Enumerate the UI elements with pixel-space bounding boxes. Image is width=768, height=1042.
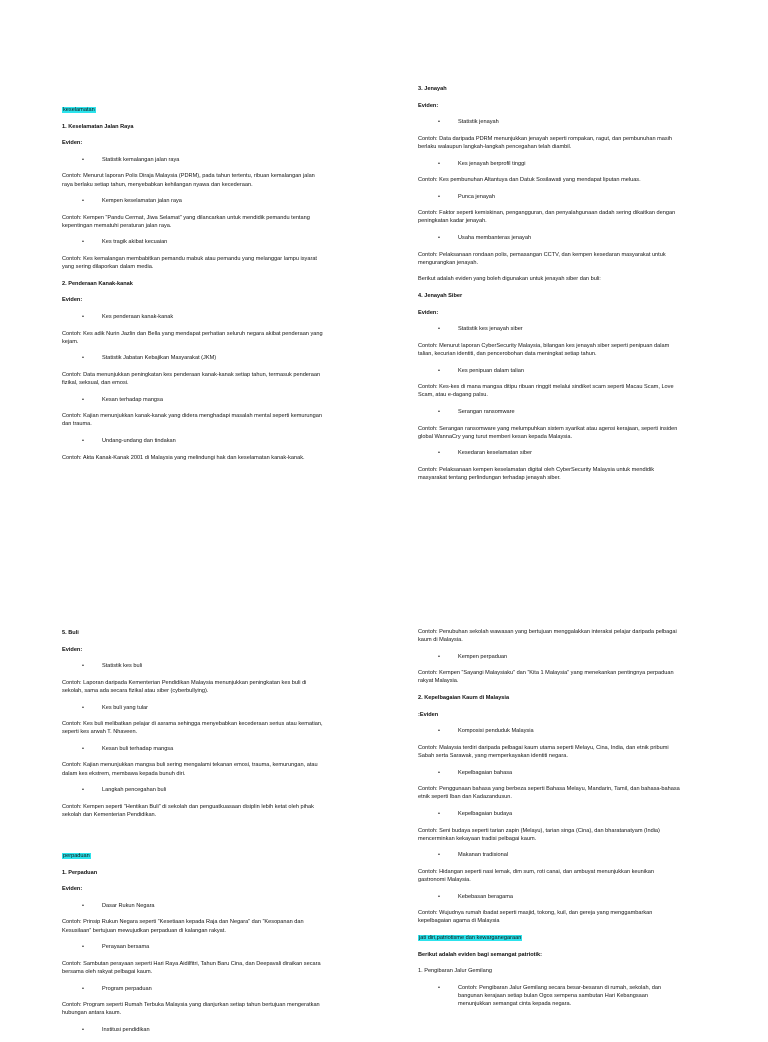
section-heading: 2. Kepelbagaian Kaum di Malaysia	[418, 695, 510, 702]
highlight-heading	[62, 852, 324, 860]
document-page-1	[0, 0, 384, 512]
paragraph: Contoh: Kes adik Nurin Jazlin dan Bella yang mendapat perhatian seluruh negara akibat penderaan yang kejam.	[62, 330, 323, 345]
bullet-item: • Kesan buli terhadap mangsa	[62, 745, 324, 753]
paragraph: Contoh: Data menunjukkan peningkatan kes penderaan kanak-kanak setiap tahun, termasuk penderaan fizikal, seksual, dan emosi.	[62, 371, 321, 387]
document-page-2	[384, 0, 768, 512]
bullet-item: • Dasar Rukun Negara	[62, 902, 324, 910]
paragraph: Contoh: Data daripada PDRM menunjukkan jenayah seperti rompakan, ragut, dan pembunuhan masih berlaku walaupun langkah-langkah pencegahan telah diambil.	[418, 135, 673, 150]
bullet-item: • Kesedaran keselamatan siber	[418, 449, 680, 457]
highlight-heading	[418, 934, 680, 942]
document-page-4	[384, 512, 768, 1024]
bullet-item: • Statistik Jabatan Kebajikan Masyarakat (JKM)	[62, 354, 324, 362]
bullet-item: • Perayaan bersama	[62, 943, 324, 951]
section-heading: 3. Jenayah	[418, 86, 447, 92]
bullet-item: • Statistik kes jenayah siber	[418, 325, 680, 333]
bullet-item: • Kepelbagaian budaya	[418, 810, 680, 818]
paragraph: Contoh: Penubuhan sekolah wawasan yang bertujuan menggalakkan interaksi pelajar daripada pelbagai kaum di Malaysia.	[418, 629, 677, 644]
bullet-item: • Makanan tradisional	[418, 851, 680, 859]
highlight-text: perpaduan	[63, 853, 90, 860]
section-heading: Eviden:	[62, 646, 83, 653]
paragraph: Contoh: Kempen “Sayangi Malaysiaku” dan “Kita 1 Malaysia” yang menekankan pentingnya perpaduan rakyat Malaysia.	[418, 670, 674, 685]
bullet-item: • Kes buli yang tular	[62, 704, 324, 712]
paragraph: Contoh: Kes pembunuhan Altantuya dan Datuk Sosilawati yang mendapat liputan meluas.	[418, 177, 641, 184]
paragraph: Contoh: Kes buli melibatkan pelajar di asrama sehingga menyebabkan kecederaan serius atau kematian, seperti kes arwah T. Nhaveen.	[62, 721, 323, 736]
section-heading: 2. Penderaan Kanak-kanak	[62, 280, 133, 287]
bullet-item: • Punca jenayah	[418, 193, 680, 201]
bullet-item: • Kes jenayah berprofil tinggi	[418, 160, 680, 168]
paragraph: Berikut adalah eviden yang boleh digunakan untuk jenayah siber dan buli:	[418, 276, 601, 283]
bullet-item: • Statistik jenayah	[418, 118, 680, 126]
page-4-content	[418, 628, 680, 1017]
paragraph: Contoh: Penggunaan bahasa yang berbeza seperti Bahasa Melayu, Mandarin, Tamil, dan bahasa-bahasa etnik seperti Iban dan Kadazandusun.	[418, 786, 680, 801]
bullet-item: • Kempen perpaduan	[418, 653, 680, 661]
highlight-text: jati diri,patriotisme dan kewarganegaraan	[419, 934, 522, 941]
section-heading: Eviden:	[418, 309, 439, 316]
paragraph: Contoh: Kempen seperti “Hentikan Buli” di sekolah dan penguatkuasaan disiplin lebih ketat oleh pihak sekolah dan Kementerian Pendidikan.	[62, 803, 314, 818]
highlight-heading: keselamatan	[63, 107, 95, 113]
bullet-item: • Kepelbagaian bahasa	[418, 769, 680, 777]
bullet-item: • Kes penipuan dalam talian	[418, 367, 680, 375]
section-heading: Berikut adalah eviden bagi semangat patriotik:	[418, 951, 543, 958]
paragraph: Contoh: Prinsip Rukun Negara seperti “Kesetiaan kepada Raja dan Negara” dan “Kesopanan dan Kesusilaan” bertujuan mewujudkan perpaduan di kalangan rakyat.	[62, 919, 304, 934]
paragraph: 1. Pengibaran Jalur Gemilang	[418, 968, 493, 975]
bullet-item: • Kebebasan beragama	[418, 893, 680, 901]
document-page-3	[0, 512, 384, 1033]
spacer	[62, 828, 324, 844]
paragraph: Contoh: Kempen “Pandu Cermat, Jiwa Selamat” yang dilancarkan untuk mendidik pemandu tentang kepentingan mematuhi peraturan jalan raya.	[62, 214, 310, 229]
bullet-item: • Undang-undang dan tindakan	[62, 437, 324, 445]
section-heading: Eviden:	[418, 102, 439, 109]
bullet-item: • Komposisi penduduk Malaysia	[418, 727, 680, 735]
paragraph: Contoh: Wujudnya rumah ibadat seperti masjid, tokong, kuil, dan gereja yang menggambarkan kepelbagaian agama di Malaysia	[418, 910, 653, 925]
section-heading: 4. Jenayah Siber	[418, 293, 463, 300]
page-1-content	[62, 106, 324, 470]
paragraph: Contoh: Menurut laporan CyberSecurity Malaysia, bilangan kes jenayah siber seperti penipuan dalam talian, kecurian identiti, dan pencerobohan data meningkat setiap tahun.	[418, 342, 670, 357]
section-heading: :Eviden	[418, 711, 439, 718]
section-heading: Eviden:	[62, 886, 83, 893]
paragraph: Contoh: Kes-kes di mana mangsa ditipu ribuan ringgit melalui sindiket scam seperti Macau Scam, Love Scam, atau e-dagang palsu.	[418, 384, 674, 399]
paragraph: Contoh: Faktor seperti kemiskinan, pengangguran, dan penyalahgunaan dadah sering dikaitkan dengan peningkatan kadar jenayah.	[418, 210, 676, 225]
bullet-paragraph: • Contoh: Pengibaran Jalur Gemilang secara besar-besaran di rumah, sekolah, dan bangunan kerajaan setiap bulan Ogos sempena sambutan Hari Kebangsaan menunjukkan semangat cinta kepada negara.	[418, 984, 680, 1008]
paragraph: Contoh: Malaysia terdiri daripada pelbagai kaum utama seperti Melayu, Cina, India, dan etnik pribumi Sabah serta Sarawak, yang memperkayakan identiti negara.	[418, 744, 669, 759]
bullet-item: • Langkah pencegahan buli	[62, 786, 324, 794]
paragraph: Contoh: Akta Kanak-Kanak 2001 di Malaysia yang melindungi hak dan keselamatan kanak-kanak.	[62, 454, 305, 461]
section-heading: 5. Buli	[62, 630, 79, 636]
paragraph: Contoh: Program seperti Rumah Terbuka Malaysia yang dianjurkan setiap tahun bertujuan mengeratkan hubungan antara kaum.	[62, 1002, 320, 1017]
section-heading: 1. Keselamatan Jalan Raya	[62, 123, 134, 130]
paragraph: Contoh: Menurut laporan Polis Diraja Malaysia (PDRM), pada tahun tertentu, ribuan kemalangan jalan raya berlaku setiap tahun, menyebabkan kehilangan nyawa dan kecederaan.	[62, 173, 315, 188]
paragraph: Contoh: Kajian menunjukkan mangsa buli sering mengalami tekanan emosi, trauma, kemurungan, atau dalam kes ekstrem, membawa kepada bunuh diri.	[62, 762, 318, 777]
bullet-item: • Kesan terhadap mangsa	[62, 396, 324, 404]
bullet-item: • Statistik kemalangan jalan raya	[62, 156, 324, 164]
paragraph: Contoh: Pelaksanaan kempen keselamatan digital oleh CyberSecurity Malaysia untuk mendidik masyarakat tentang perlindungan terhadap jenayah siber.	[418, 466, 654, 481]
page-2-content	[418, 85, 680, 491]
bullet-item: • Institusi pendidikan	[62, 1026, 324, 1034]
bullet-item: • Serangan ransomware	[418, 408, 680, 416]
bullet-item: • Kes tragik akibat kecuaian	[62, 238, 324, 246]
paragraph: Contoh: Laporan daripada Kementerian Pendidikan Malaysia menunjukkan peningkatan kes buli di sekolah, sama ada secara fizikal atau siber (cyberbullying).	[62, 679, 307, 694]
paragraph: Contoh: Pelaksanaan rondaan polis, pemasangan CCTV, dan kempen kesedaran masyarakat untuk mengurangkan jenayah.	[418, 251, 666, 266]
section-heading: Eviden:	[62, 140, 83, 147]
paragraph: Contoh: Hidangan seperti nasi lemak, dim sum, roti canai, dan ambuyat menunjukkan keunikan gastronomi Malaysia.	[418, 868, 654, 883]
section-heading: Eviden:	[62, 297, 83, 304]
paragraph: Contoh: Kajian menunjukkan kanak-kanak yang didera menghadapi masalah mental seperti kemurungan dan trauma.	[62, 413, 322, 428]
bullet-item: • Kempen keselamatan jalan raya	[62, 197, 324, 205]
page-3-content	[62, 629, 324, 1042]
paragraph: Contoh: Seni budaya seperti tarian zapin (Melayu), tarian singa (Cina), dan bharatanatyam (India) mencerminkan kekayaan tradisi pelbagai kaum.	[418, 827, 660, 842]
paragraph: Contoh: Kes kemalangan membabitkan pemandu mabuk atau pemandu yang melanggar lampu isyarat yang sering dilaporkan dalam media.	[62, 256, 317, 271]
bullet-item: • Usaha membanteras jenayah	[418, 234, 680, 242]
bullet-item: • Program perpaduan	[62, 985, 324, 993]
paragraph: Contoh: Serangan ransomware yang melumpuhkan sistem syarikat atau agensi kerajaan, seperti insiden global WannaCry yang turut memberi kesan kepada Malaysia.	[418, 425, 678, 440]
bullet-item: • Statistik kes buli	[62, 662, 324, 670]
bullet-item: • Kes penderaan kanak-kanak	[62, 313, 324, 321]
section-heading: 1. Perpaduan	[62, 869, 98, 876]
paragraph: Contoh: Sambutan perayaan seperti Hari Raya Aidilfitri, Tahun Baru Cina, dan Deepavali diraikan secara bersama oleh rakyat pelbagai kaum.	[62, 960, 321, 975]
